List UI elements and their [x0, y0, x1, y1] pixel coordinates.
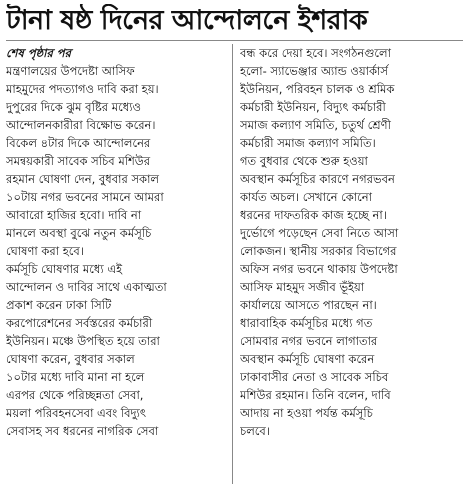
body-line: ধারাবাহিক কর্মসূচির মধ্যে গত — [240, 316, 373, 330]
body-line: ধরনের দাফতরিক কাজ হচ্ছে না। — [240, 208, 387, 222]
body-line: আদায় না হওয়া পর্যন্ত কর্মসূচি — [240, 406, 373, 420]
body-line: কর্মসূচি ঘোষণার মধ্যে এই — [6, 262, 123, 276]
body-line: এরপর থেকে পরিচ্ছন্নতা সেবা, — [6, 388, 144, 402]
body-line: সমাজ কল্যাণ সমিতি, চতুর্থ শ্রেণী — [240, 118, 391, 132]
body-line: আবারো হাজির হবো। দাবি না — [6, 208, 142, 222]
body-line: চলবে। — [240, 424, 270, 438]
body-line: মন্ত্রণালয়ের উপদেষ্টা আসিফ — [6, 64, 135, 78]
body-line: সমন্বয়কারী সাবেক সচিব মশিউর — [6, 154, 151, 168]
body-line: মানলে অবস্থা বুঝে নতুন কর্মসূচি — [6, 226, 152, 240]
body-line: বিকেল ৪টার দিকে আন্দোলনের — [6, 136, 151, 150]
jump-label: শেষ পৃষ্ঠার পর — [6, 46, 71, 60]
body-line: সেবাসহ সব ধরনের নাগরিক সেবা — [6, 424, 159, 438]
body-line: ময়লা পরিবহনসেবা এবং বিদ্যুৎ — [6, 406, 147, 420]
body-line: ইউনিয়ন, পরিবহন চালক ও শ্রমিক — [240, 82, 395, 96]
body-line: ১০টার মধ্যে দাবি মানা না হলে — [6, 370, 145, 384]
body-line: ঢাকাবাসীর নেতা ও সাবেক সচিব — [240, 370, 389, 384]
headline: টানা ষষ্ঠ দিনের আন্দোলনে ইশরাক — [6, 5, 368, 36]
body-line: অফিস নগর ভবনে থাকায় উপদেষ্টা — [240, 262, 398, 276]
body-line: ১০টায় নগর ভবনের সামনে আমরা — [6, 190, 164, 204]
body-line: অবস্থান কর্মসূচি ঘোষণা করেন — [240, 352, 375, 366]
right-column — [240, 44, 462, 440]
body-line: কার্যত অচল। সেখানে কোনো — [240, 190, 372, 204]
body-line: অবস্থান কর্মসূচির কারণে নগরভবন — [240, 172, 395, 186]
body-line: ঘোষণা করা হবে। — [6, 244, 84, 258]
body-line: মাহমুদের পদত্যাগও দাবি করা হয়। — [6, 82, 159, 96]
body-line: হলো- স্যাভেঞ্জার অ্যান্ড ওয়ার্কার্স — [240, 64, 388, 78]
body-line: রহমান ঘোষণা দেন, বুধবার সকাল — [6, 172, 159, 186]
body-line: কর্মচারী সমাজ কল্যাণ সমিতি। — [240, 136, 376, 150]
headline-rule — [6, 40, 463, 41]
body-line: লোকজন। স্থানীয় সরকার বিভাগের — [240, 244, 397, 258]
body-line: গত বুধবার থেকে শুরু হওয়া — [240, 154, 368, 168]
body-line: প্রকাশ করেন ঢাকা সিটি — [6, 298, 112, 312]
body-line: কার্যালয়ে আসতে পারছেন না। — [240, 298, 377, 312]
body-line: সোমবার নগর ভবনে লাগাতার — [240, 334, 378, 348]
body-line: বন্ধ করে দেয়া হবে। সংগঠনগুলো — [240, 46, 391, 60]
body-line: কর্মচারী ইউনিয়ন, বিদ্যুৎ কর্মচারী — [240, 100, 386, 114]
body-line: ঘোষণা করেন, বুধবার সকাল — [6, 352, 135, 366]
left-column — [6, 44, 228, 440]
body-line: দুপুরের দিকে ঝুম বৃষ্টির মধ্যেও — [6, 100, 141, 114]
body-line: দুর্ভোগে পড়েছেন সেবা নিতে আসা — [240, 226, 399, 240]
body-line: আসিফ মাহমুদ সজীব ভূঁইয়া — [240, 280, 365, 294]
body-line: করপোরেশনের সর্বস্তরের কর্মচারী — [6, 316, 153, 330]
body-line: আন্দোলনকারীরা বিক্ষোভ করেন। — [6, 118, 156, 132]
body-line: মশিউর রহমান। তিনি বলেন, দাবি — [240, 388, 391, 402]
column-divider — [232, 44, 233, 484]
body-line: ইউনিয়ন। মঞ্চে উপস্থিত হয়ে তারা — [6, 334, 160, 348]
body-line: আন্দোলন ও দাবির সাথে একাত্মতা — [6, 280, 167, 294]
